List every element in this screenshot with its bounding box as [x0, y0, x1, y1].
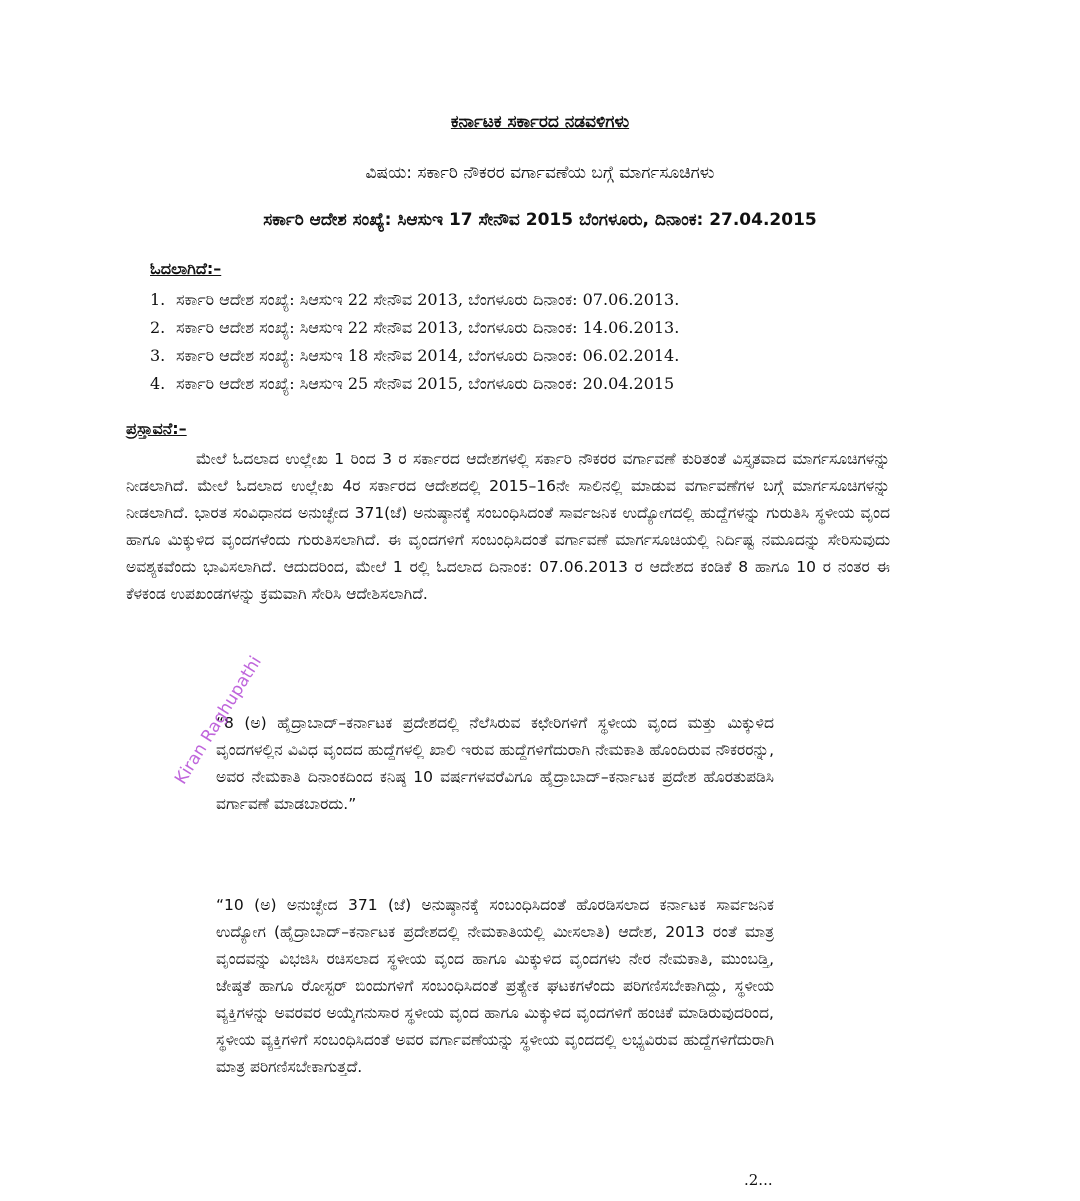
preamble-label: ಪ್ರಸ್ತಾವನೆ:–	[126, 419, 187, 438]
page-continuation-marker: .2...	[744, 1171, 773, 1189]
document-heading: ಕರ್ನಾಟಕ ಸರ್ಕಾರದ ನಡವಳಿಗಳು	[450, 112, 630, 132]
preamble-paragraph: ಮೇಲೆ ಓದಲಾದ ಉಲ್ಲೇಖ 1 ರಿಂದ 3 ರ ಸರ್ಕಾರದ ಆದೇಶಗಳಲ್ಲಿ ಸರ್ಕಾರಿ ನೌಕರರ ವರ್ಗಾವಣೆ ಕುರಿತಂತೆ ವಿಸ್ತೃತವಾದ ಮಾರ್ಗಸೂಚಿಗಳನ್ನು ನೀಡಲಾಗಿದೆ. ಮೇಲೆ ಓದಲಾದ ಉಲ್ಲೇಖ 4ರ ಸರ್ಕಾರದ ಆದೇಶದಲ್ಲಿ 2015–16ನೇ ಸಾಲಿನಲ್ಲಿ ಮಾಡುವ ವರ್ಗಾವಣೆಗಳ ಬಗ್ಗೆ ಮಾರ್ಗಸೂಚಿಗಳನ್ನು ನೀಡಲಾಗಿದೆ. ಭಾರತ ಸಂವಿಧಾನದ ಅನುಚ್ಛೇದ 371(ಜೆ) ಅನುಷ್ಠಾನಕ್ಕೆ ಸಂಬಂಧಿಸಿದಂತೆ ಸಾರ್ವಜನಿಕ ಉದ್ಯೋಗದಲ್ಲಿ ಹುದ್ದೆಗಳನ್ನು ಗುರುತಿಸಿ ಸ್ಥಳೀಯ ವೃಂದ ಹಾಗೂ ಮಿಕ್ಕುಳಿದ ವೃಂದಗಳೆಂದು ಗುರುತಿಸಲಾಗಿದೆ. ಈ ವೃಂದಗಳಿಗೆ ಸಂಬಂಧಿಸಿದಂತೆ ವರ್ಗಾವಣೆ ಮಾರ್ಗಸೂಚಿಯಲ್ಲಿ ನಿರ್ದಿಷ್ಟ ನಮೂದನ್ನು ಸೇರಿಸುವುದು ಅವಶ್ಯಕವೆಂದು ಭಾವಿಸಲಾಗಿದೆ. ಆದುದರಿಂದ, ಮೇಲೆ 1 ರಲ್ಲಿ ಓದಲಾದ ದಿನಾಂಕ: 07.06.2013 ರ ಆದೇಶದ ಕಂಡಿಕೆ 8 ಹಾಗೂ 10 ರ ನಂತರ ಈ ಕೆಳಕಂಡ ಉಪಖಂಡಗಳನ್ನು ಕ್ರಮವಾಗಿ ಸೇರಿಸಿ ಆದೇಶಿಸಲಾಗಿದೆ.	[126, 450, 890, 603]
reference-item	[150, 290, 679, 318]
read-label: ಓದಲಾಗಿದೆ:–	[150, 259, 222, 278]
reference-text: ಸರ್ಕಾರಿ ಆದೇಶ ಸಂಖ್ಯೆ: ಸಿಆಸುಇ 22 ಸೇನೌವ 2013, ಬೆಂಗಳೂರು ದಿನಾಂಕ: 07.06.2013.	[176, 290, 680, 309]
signature-watermark: Kiran Raghupathi	[171, 652, 266, 788]
reference-text: ಸರ್ಕಾರಿ ಆದೇಶ ಸಂಖ್ಯೆ: ಸಿಆಸುಇ 22 ಸೇನೌವ 2013, ಬೆಂಗಳೂರು ದಿನಾಂಕ: 14.06.2013.	[176, 318, 680, 337]
document-subject: ವಿಷಯ: ಸರ್ಕಾರಿ ನೌಕರರ ವರ್ಗಾವಣೆಯ ಬಗ್ಗೆ ಮಾರ್ಗಸೂಚಿಗಳು	[365, 163, 715, 183]
reference-item	[150, 374, 679, 402]
reference-number: 3.	[150, 346, 166, 365]
reference-number: 4.	[150, 374, 166, 393]
quote-paragraph-10a: “10 (ಅ) ಅನುಚ್ಛೇದ 371 (ಜೆ) ಅನುಷ್ಠಾನಕ್ಕೆ ಸಂಬಂಧಿಸಿದಂತೆ ಹೊರಡಿಸಲಾದ ಕರ್ನಾಟಕ ಸಾರ್ವಜನಿಕ ಉದ್ಯೋಗ (ಹೈದ್ರಾಬಾದ್–ಕರ್ನಾಟಕ ಪ್ರದೇಶದಲ್ಲಿ ನೇಮಕಾತಿಯಲ್ಲಿ ಮೀಸಲಾತಿ) ಆದೇಶ, 2013 ರಂತೆ ಮಾತ್ರ ವೃಂದವನ್ನು ವಿಭಜಿಸಿ ರಚಿಸಲಾದ ಸ್ಥಳೀಯ ವೃಂದ ಹಾಗೂ ಮಿಕ್ಕುಳಿದ ವೃಂದಗಳು ನೇರ ನೇಮಕಾತಿ, ಮುಂಬಡ್ತಿ, ಜೇಷ್ಠತೆ ಹಾಗೂ ರೋಸ್ಟರ್ ಬಿಂದುಗಳಿಗೆ ಸಂಬಂಧಿಸಿದಂತೆ ಪ್ರತ್ಯೇಕ ಘಟಕಗಳೆಂದು ಪರಿಗಣಿಸಬೇಕಾಗಿದ್ದು, ಸ್ಥಳೀಯ ವ್ಯಕ್ತಿಗಳನ್ನು ಅವರವರ ಅಯ್ಕೆಗನುಸಾರ ಸ್ಥಳೀಯ ವೃಂದ ಹಾಗೂ ಮಿಕ್ಕುಳಿದ ವೃಂದಗಳಿಗೆ ಹಂಚಿಕೆ ಮಾಡಿರುವುದರಿಂದ, ಸ್ಥಳೀಯ ವ್ಯಕ್ತಿಗಳಿಗೆ ಸಂಬಂಧಿಸಿದಂತೆ ಅವರ ವರ್ಗಾವಣೆಯನ್ನು ಸ್ಥಳೀಯ ವೃಂದದಲ್ಲಿ ಲಭ್ಯವಿರುವ ಹುದ್ದೆಗಳಿಗೆದುರಾಗಿ ಮಾತ್ರ ಪರಿಗಣಿಸಬೇಕಾಗುತ್ತದೆ.	[216, 896, 774, 1076]
reference-number: 1.	[150, 290, 166, 309]
quote-paragraph-8a: “8 (ಅ) ಹೈದ್ರಾಬಾದ್–ಕರ್ನಾಟಕ ಪ್ರದೇಶದಲ್ಲಿ ನೆಲೆಸಿರುವ ಕಛೇರಿಗಳಿಗೆ ಸ್ಥಳೀಯ ವೃಂದ ಮತ್ತು ಮಿಕ್ಕುಳಿದ ವೃಂದಗಳಲ್ಲಿನ ವಿವಿಧ ವೃಂದದ ಹುದ್ದೆಗಳಲ್ಲಿ ಖಾಲಿ ಇರುವ ಹುದ್ದೆಗಳಿಗೆದುರಾಗಿ ನೇಮಕಾತಿ ಹೊಂದಿರುವ ನೌಕರರನ್ನು, ಅವರ ನೇಮಕಾತಿ ದಿನಾಂಕದಿಂದ ಕನಿಷ್ಠ 10 ವರ್ಷಗಳವರೆವಿಗೂ ಹೈದ್ರಾಬಾದ್–ಕರ್ನಾಟಕ ಪ್ರದೇಶ ಹೊರತುಪಡಿಸಿ ವರ್ಗಾವಣೆ ಮಾಡಬಾರದು.”	[216, 714, 774, 813]
reference-item	[150, 318, 679, 346]
reference-number: 2.	[150, 318, 166, 337]
reference-item	[150, 346, 679, 374]
reference-text: ಸರ್ಕಾರಿ ಆದೇಶ ಸಂಖ್ಯೆ: ಸಿಆಸುಇ 25 ಸೇನೌವ 2015, ಬೆಂಗಳೂರು ದಿನಾಂಕ: 20.04.2015	[176, 374, 675, 393]
references-list	[150, 290, 679, 402]
reference-text: ಸರ್ಕಾರಿ ಆದೇಶ ಸಂಖ್ಯೆ: ಸಿಆಸುಇ 18 ಸೇನೌವ 2014, ಬೆಂಗಳೂರು ದಿನಾಂಕ: 06.02.2014.	[176, 346, 680, 365]
order-number-line: ಸರ್ಕಾರಿ ಆದೇಶ ಸಂಖ್ಯೆ: ಸಿಆಸುಇ 17 ಸೇನೌವ 2015 ಬೆಂಗಳೂರು, ದಿನಾಂಕ: 27.04.2015	[263, 210, 817, 230]
